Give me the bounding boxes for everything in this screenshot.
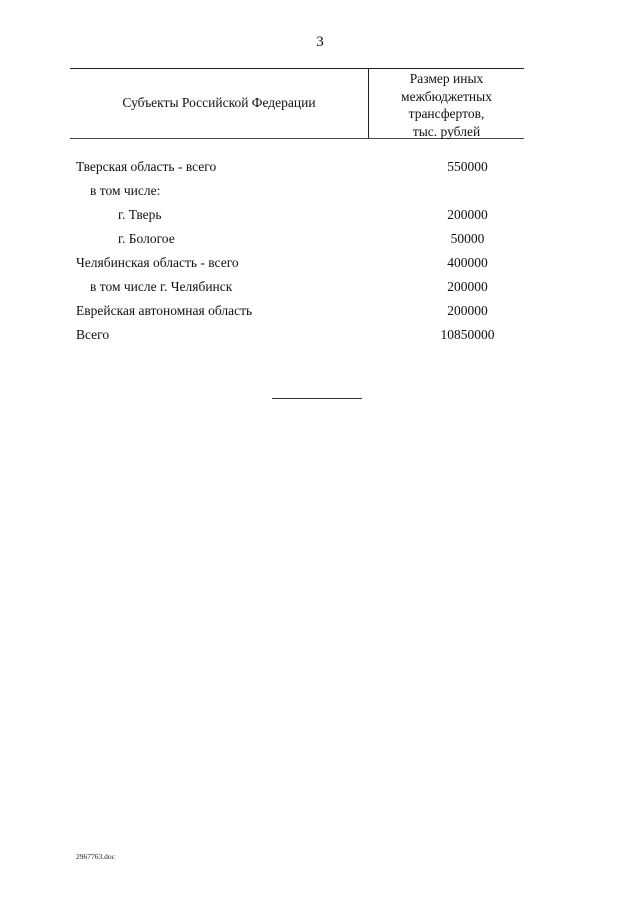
row-name: Всего xyxy=(76,327,110,342)
column-header-amount-line-1: Размер иных xyxy=(409,71,484,86)
row-name: в том числе: xyxy=(90,183,161,198)
table-row-tver-region xyxy=(0,155,640,179)
table-row-total xyxy=(0,323,640,347)
row-value: 200000 xyxy=(447,303,488,318)
table-row-including xyxy=(0,179,640,203)
table-body xyxy=(0,155,640,347)
row-name: Еврейская автономная область xyxy=(76,303,253,318)
column-header-subjects: Субъекты Российской Федерации xyxy=(122,95,316,110)
column-header-amount-line-2: межбюджетных xyxy=(401,88,492,104)
table-row-bologoe xyxy=(0,227,640,251)
document-end-rule xyxy=(272,398,362,399)
row-name: г. Бологое xyxy=(118,231,175,246)
row-name: г. Тверь xyxy=(118,207,162,222)
row-value: 50000 xyxy=(450,231,485,246)
table-header-top-rule xyxy=(70,68,524,69)
row-value: 200000 xyxy=(447,207,488,222)
row-value: 550000 xyxy=(447,159,488,174)
column-header-amount-line-3: трансфертов, xyxy=(408,106,485,121)
table-row-chelyabinsk-region xyxy=(0,251,640,275)
page-number: 3 xyxy=(316,34,324,50)
row-name: Челябинская область - всего xyxy=(76,255,239,270)
row-value: 400000 xyxy=(447,255,488,270)
row-name: в том числе г. Челябинск xyxy=(90,279,233,294)
table-row-tver-city xyxy=(0,203,640,227)
row-value: 10850000 xyxy=(440,327,495,342)
column-header-amount xyxy=(369,70,524,140)
row-value: 200000 xyxy=(447,279,488,294)
table-row-jewish-ao xyxy=(0,299,640,323)
table-row-chelyabinsk-city xyxy=(0,275,640,299)
column-header-amount-line-4: тыс. рублей xyxy=(412,123,481,139)
footer-filename: 2967763.doc xyxy=(76,852,115,861)
row-name: Тверская область - всего xyxy=(76,159,217,174)
